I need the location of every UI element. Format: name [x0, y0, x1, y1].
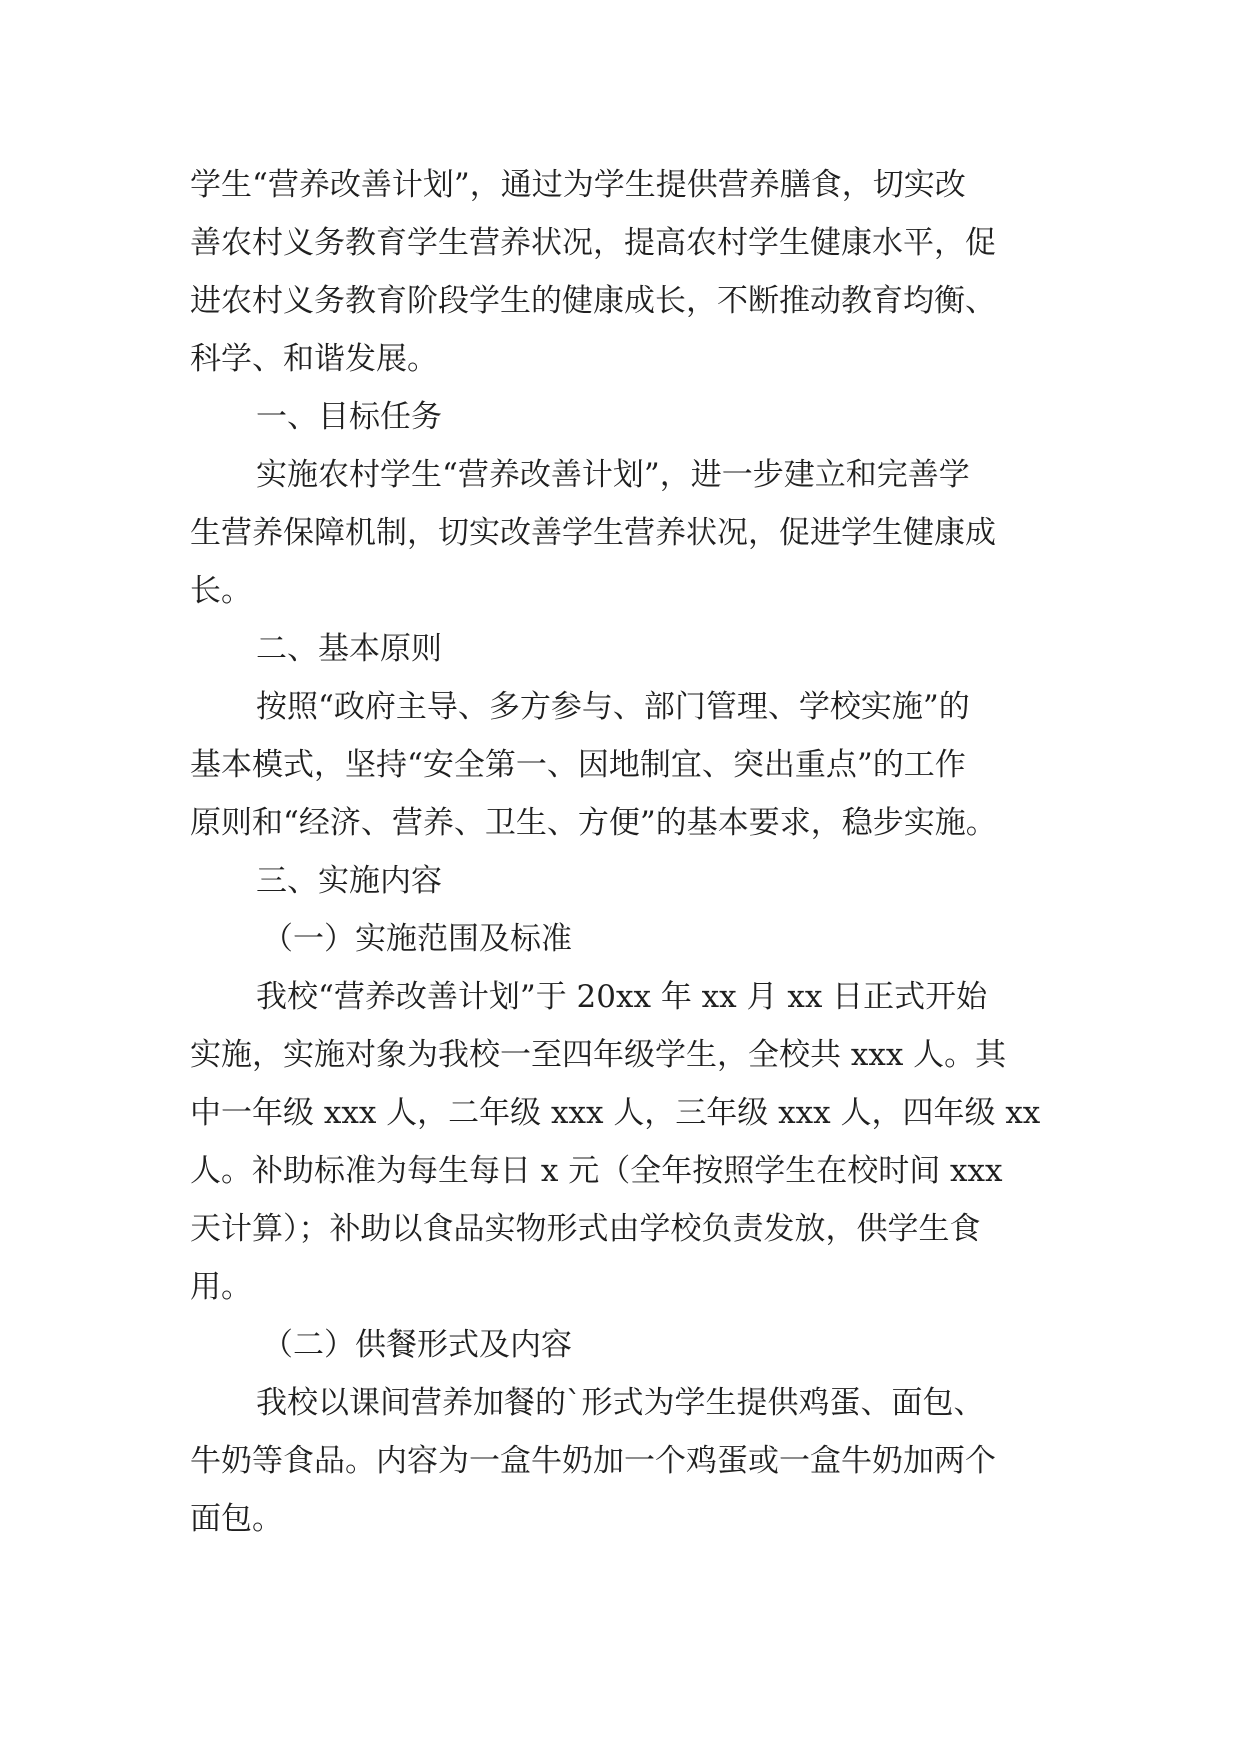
text-line: 面包。 — [190, 1501, 283, 1537]
text-line: 生营养保障机制，切实改善学生营养状况，促进学生健康成 — [190, 515, 996, 551]
text-line: 长。 — [190, 573, 252, 609]
subsection-heading: （一）实施范围及标准 — [262, 921, 572, 957]
text-line: 天计算）；补助以食品实物形式由学校负责发放，供学生食 — [190, 1211, 981, 1247]
text-line: 学生“营养改善计划”，通过为学生提供营养膳食，切实改 — [190, 167, 966, 203]
text-line: 科学、和谐发展。 — [190, 341, 438, 377]
text-line: 按照“政府主导、多方参与、部门管理、学校实施”的 — [256, 689, 970, 725]
text-line: 基本模式，坚持“安全第一、因地制宜、突出重点”的工作 — [190, 747, 966, 783]
text-line: 中一年级 xxx 人，二年级 xxx 人，三年级 xxx 人，四年级 xx — [190, 1095, 1041, 1131]
text-line: 人。补助标准为每生每日 x 元（全年按照学生在校时间 xxx — [190, 1153, 1003, 1189]
subsection-heading: （二）供餐形式及内容 — [262, 1327, 572, 1363]
text-line: 实施农村学生“营养改善计划”，进一步建立和完善学 — [256, 457, 970, 493]
text-line: 善农村义务教育学生营养状况，提高农村学生健康水平，促 — [190, 225, 996, 261]
section-heading: 二、基本原则 — [256, 631, 442, 667]
text-line: 实施，实施对象为我校一至四年级学生，全校共 xxx 人。其 — [190, 1037, 1007, 1073]
section-heading: 三、实施内容 — [256, 863, 442, 899]
section-heading: 一、目标任务 — [256, 399, 442, 435]
text-line: 进农村义务教育阶段学生的健康成长，不断推动教育均衡、 — [190, 283, 996, 319]
text-line: 原则和“经济、营养、卫生、方便”的基本要求，稳步实施。 — [190, 805, 997, 841]
text-line: 我校以课间营养加餐的`形式为学生提供鸡蛋、面包、 — [256, 1385, 985, 1421]
text-line: 用。 — [190, 1269, 252, 1305]
text-line: 我校“营养改善计划”于 20xx 年 xx 月 xx 日正式开始 — [256, 979, 988, 1015]
text-line: 牛奶等食品。内容为一盒牛奶加一个鸡蛋或一盒牛奶加两个 — [190, 1443, 996, 1479]
